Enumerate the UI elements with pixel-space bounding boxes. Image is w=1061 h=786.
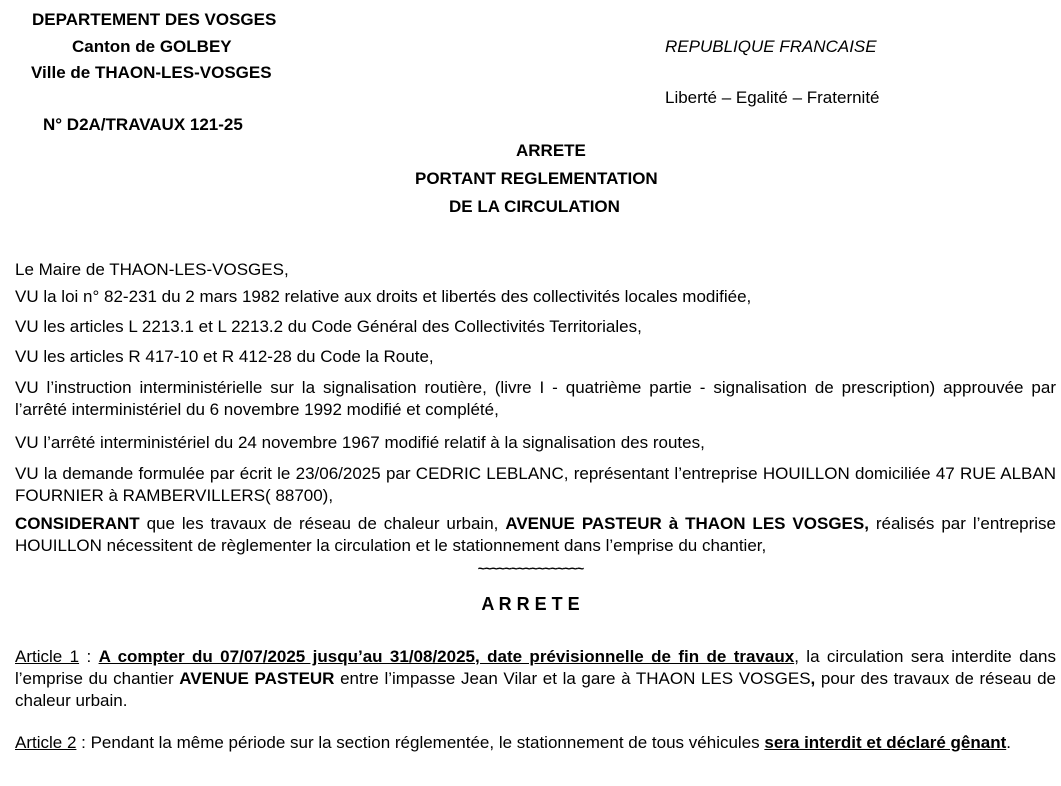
title-line-1: ARRETE (516, 141, 586, 160)
considerant-location: AVENUE PASTEUR à THAON LES VOSGES, (505, 514, 869, 533)
article-1-label: Article 1 (15, 647, 80, 666)
arrete-number: N° D2A/TRAVAUX 121-25 (43, 115, 243, 134)
visa-demande: VU la demande formulée par écrit le 23/06/2025 par CEDRIC LEBLANC, représentant l’entreprise HOUILLON domiciliée 47 RUE ALBAN FOURNIER à RAMBERVILLERS( 88700), (15, 464, 1056, 505)
arrete-heading: A R R E T E (481, 594, 580, 614)
considerant-label: CONSIDERANT (15, 514, 140, 533)
article-1-text-1: , la circulation sera interdite dans l’emprise du chantier (15, 647, 1056, 688)
article-1-dates: A compter du 07/07/2025 jusqu’au 31/08/2025, date prévisionnelle de fin de travaux (98, 647, 795, 666)
visa-instruction: VU l’instruction interministérielle sur la signalisation routière, (livre I - quatrième partie - signalisation de prescription) approuvée par l’arrêté interministériel du 6 novembre 1992 modifié et complété, (15, 378, 1056, 419)
visa-code-route: VU les articles R 417-10 et R 412-28 du Code la Route, (15, 347, 434, 366)
considerant-text-2: réalisés par l’entreprise HOUILLON nécessitent de règlementer la circulation et le stationnement dans l’emprise du chantier, (15, 514, 1056, 555)
considerant-paragraph (15, 513, 1056, 557)
article-1-comma: , (810, 669, 816, 688)
article-1-text-3: pour des travaux de réseau de chaleur urbain. (15, 669, 1056, 710)
canton-line: Canton de GOLBEY (72, 37, 232, 56)
department-line: DEPARTEMENT DES VOSGES (32, 10, 277, 29)
article-2-text-1: : Pendant la même période sur la section réglementée, le stationnement de tous véhicules (76, 733, 765, 752)
article-1-text-2: entre l’impasse Jean Vilar et la gare à THAON LES VOSGES (334, 669, 811, 688)
title-line-3: DE LA CIRCULATION (449, 197, 620, 216)
maire-line: Le Maire de THAON-LES-VOSGES, (15, 260, 289, 279)
article-2-label: Article 2 (15, 733, 77, 752)
considerant-text-1: que les travaux de réseau de chaleur urbain, (139, 514, 506, 533)
visa-loi-1982: VU la loi n° 82-231 du 2 mars 1982 relative aux droits et libertés des collectivités locales modifiée, (15, 287, 752, 306)
article-1-colon: : (79, 647, 99, 666)
visa-arrete-1967: VU l’arrêté interministériel du 24 novembre 1967 modifié relatif à la signalisation des routes, (15, 433, 705, 452)
article-2-interdiction: sera interdit et déclaré gênant (764, 733, 1007, 752)
article-2-text-2: . (1006, 733, 1011, 752)
article-1-location: AVENUE PASTEUR (179, 669, 335, 688)
ville-line: Ville de THAON-LES-VOSGES (31, 63, 272, 82)
visa-cgct: VU les articles L 2213.1 et L 2213.2 du Code Général des Collectivités Territoriales, (15, 317, 642, 336)
devise-line: Liberté – Egalité – Fraternité (665, 88, 880, 107)
republique-line: REPUBLIQUE FRANCAISE (665, 37, 877, 56)
title-line-2: PORTANT REGLEMENTATION (415, 169, 658, 188)
article-2 (15, 732, 1056, 754)
tilde-separator: ~~~~~~~~~~~~~~~~ (477, 561, 584, 576)
article-1 (15, 646, 1056, 712)
